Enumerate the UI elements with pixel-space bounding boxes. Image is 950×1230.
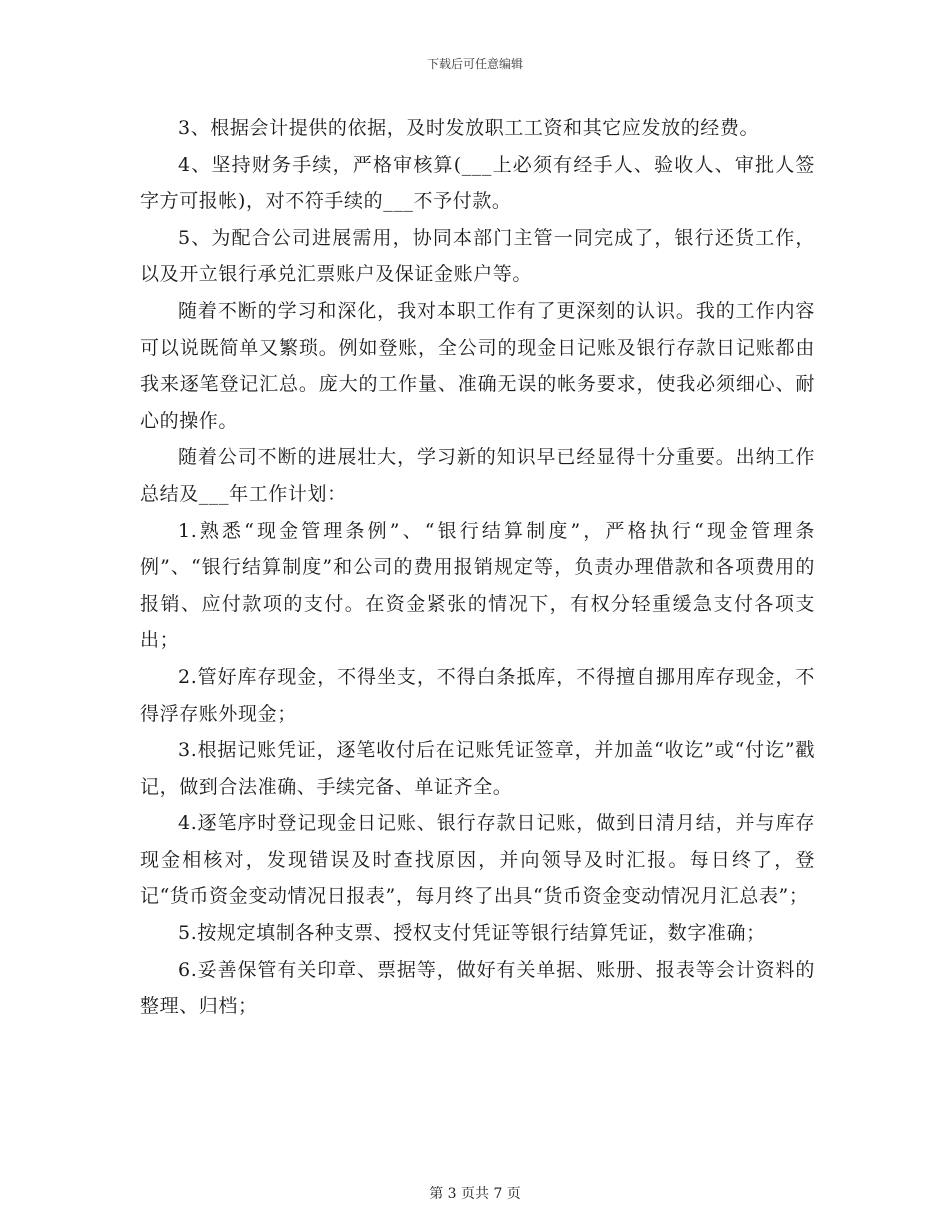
paragraph: 3.根据记账凭证，逐笔收付后在记账凭证签章，并加盖“收讫”或“付讫”戳记，做到合法准确、手续完备、单证齐全。: [140, 739, 815, 798]
paragraph: 随着不断的学习和深化，我对本职工作有了更深刻的认识。我的工作内容可以说既简单又繁琐。例如登账，全公司的现金日记账及银行存款日记账都由我来逐笔登记汇总。庞大的工作量、准确无误的帐务要求，使我必须细心、耐心的操作。: [140, 299, 815, 432]
paragraph: 4.逐笔序时登记现金日记账、银行存款日记账，做到日清月结，并与库存现金相核对，发现错误及时查找原因，并向领导及时汇报。每日终了，登记“货币资金变动情况日报表”，每月终了出具“货币资金变动情况月汇总表”；: [140, 812, 815, 908]
page-number: 第 3 页共 7 页: [429, 1186, 521, 1202]
paragraph: 3、根据会计提供的依据，及时发放职工工资和其它应发放的经费。: [178, 117, 760, 139]
paragraph: 5.按规定填制各种支票、授权支付凭证等银行结算凭证，数字准确；: [178, 922, 766, 945]
document-body: [140, 110, 815, 1025]
paragraph: 6.妥善保管有关印章、票据等，做好有关单据、账册、报表等会计资料的整理、归档；: [140, 958, 815, 1018]
paragraph: 5、为配合公司进展需用，协同本部门主管一同完成了，银行还货工作，以及开立银行承兑汇票账户及保证金账户等。: [140, 226, 815, 286]
paragraph: 1.熟悉“现金管理条例”、“银行结算制度”，严格执行“现金管理条例”、“银行结算制度”和公司的费用报销规定等，负责办理借款和各项费用的报销、应付款项的支付。在资金紧张的情况下，有权分轻重缓急支付各项支出；: [140, 519, 815, 652]
paragraph: 2.管好库存现金，不得坐支，不得白条抵库，不得擅自挪用库存现金，不得浮存账外现金；: [140, 665, 815, 725]
paragraph: 随着公司不断的进展壮大，学习新的知识早已经显得十分重要。出纳工作总结及___年工作计划：: [140, 446, 815, 505]
paragraph: 4、坚持财务手续，严格审核算(___上必须有经手人、验收人、审批人签字方可报帐)，对不符手续的___不予付款。: [140, 153, 815, 213]
header-note: 下载后可任意编辑: [426, 57, 523, 71]
